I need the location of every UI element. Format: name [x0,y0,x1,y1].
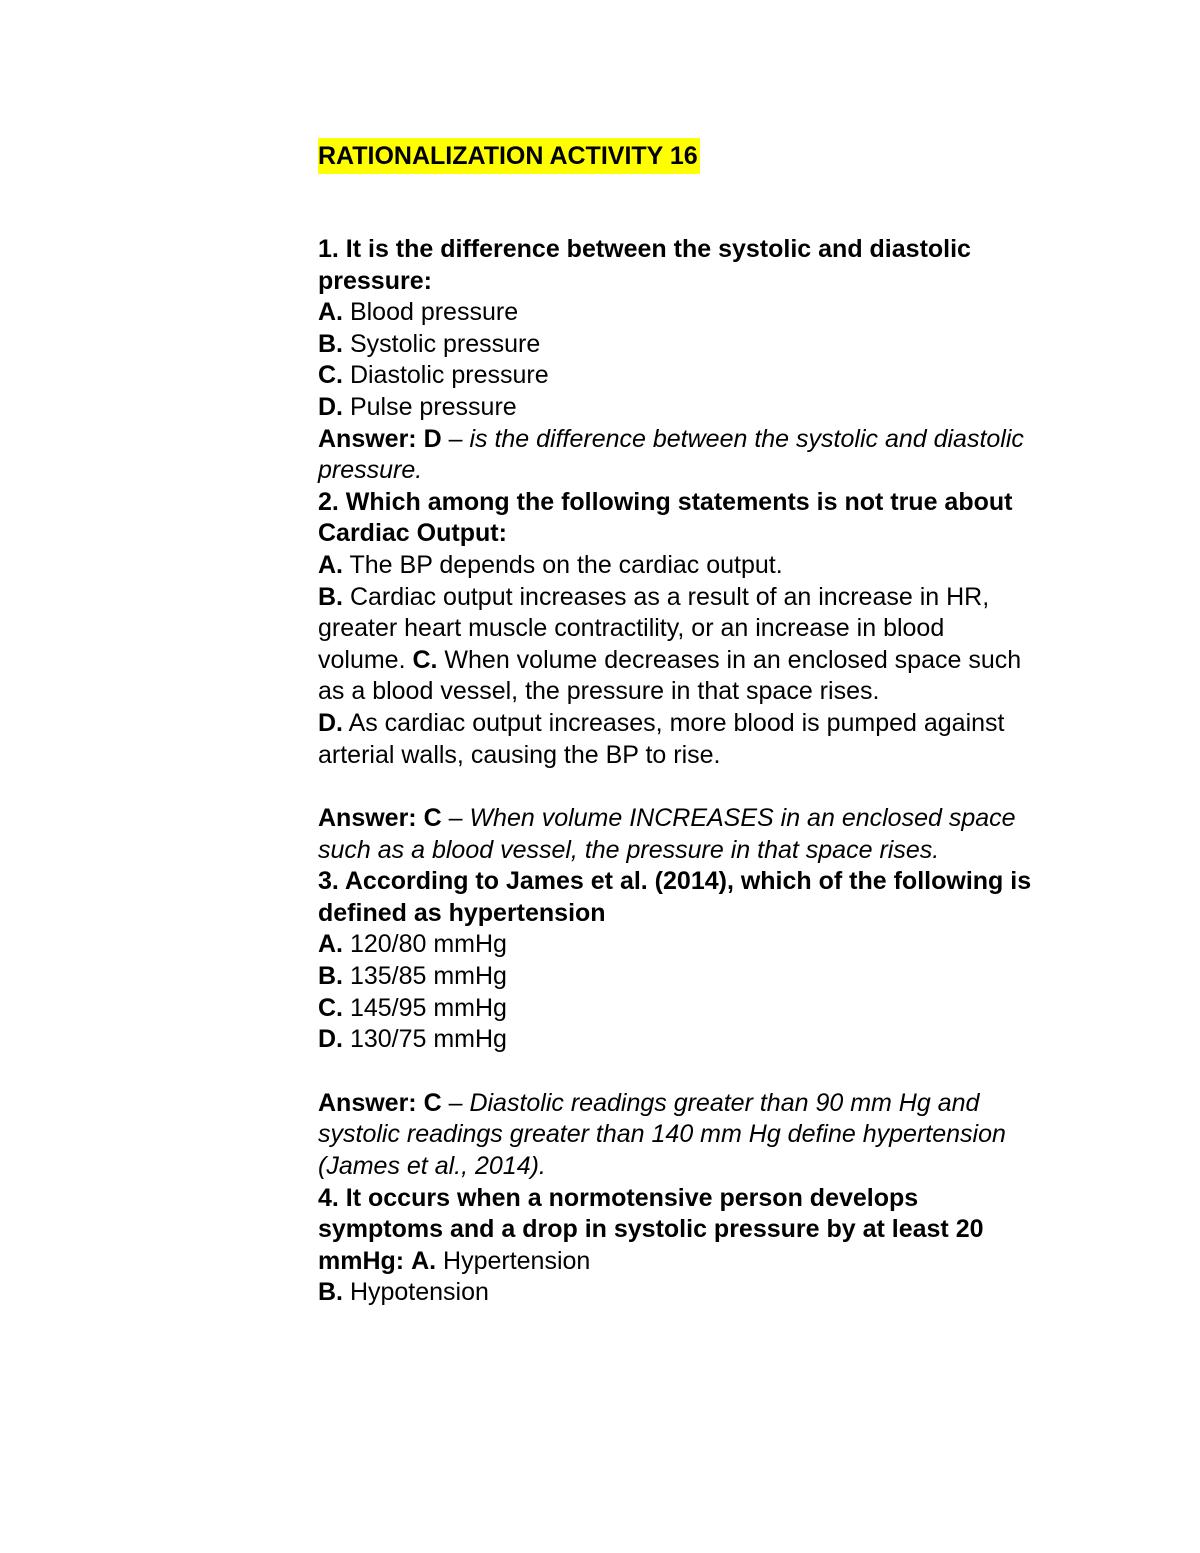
option-text: Diastolic pressure [343,361,549,390]
question-3: 3. According to James et al. (2014), which of the following is defined as hypertension [318,867,1032,927]
answer-label: Answer: C [318,804,442,833]
option-text: As cardiac output increases, more blood is pumped against arterial walls, causing the BP to rise. [318,708,1005,769]
answer-explanation: is the difference between the systolic and diastolic pressure. [318,424,1024,485]
option-letter: B. [318,582,343,611]
answer-dash: – [441,1088,470,1117]
option-letter: A. [318,298,343,327]
page-title: RATIONALIZATION ACTIVITY 16 [318,138,700,174]
q4-option-b [318,1277,1038,1309]
q1-option-b [318,329,1038,361]
option-letter: B. [318,962,343,991]
option-letter: A. [411,1246,437,1275]
option-letter: C. [318,993,343,1022]
answer-explanation: When volume INCREASES in an enclosed space such as a blood vessel, the pressure in that space rises. [318,804,1016,864]
option-text: 130/75 mmHg [343,1025,507,1054]
q1-option-d [318,392,1038,424]
option-text: The BP depends on the cardiac output. [343,550,783,579]
option-text: 120/80 mmHg [343,930,507,959]
option-letter: D. [318,1025,343,1054]
option-text: Hypertension [436,1246,591,1275]
title-spacer [318,174,1038,234]
option-letter: B. [318,1278,343,1307]
document-page [318,138,1038,1309]
option-text: Hypotension [343,1278,489,1307]
option-text: 135/85 mmHg [343,962,507,991]
spacer [318,771,1038,803]
question-2: 2. Which among the following statements is not true about Cardiac Output: [318,487,1013,548]
answer-label: Answer: C [318,1088,442,1117]
option-text: Systolic pressure [343,329,541,358]
q2-option-b-c [318,582,1038,708]
q3-option-d [318,1024,1038,1056]
option-text: When volume decreases in an enclosed space such as a blood vessel, the pressure in that space rises. [318,645,1022,706]
q3-option-a [318,929,1038,961]
spacer [318,1056,1038,1088]
answer-explanation: Diastolic readings greater than 90 mm Hg and systolic readings greater than 140 mm Hg define hypertension (James et al., 2014). [318,1088,1006,1181]
q2-answer [318,803,1038,866]
option-text: 145/95 mmHg [343,993,507,1022]
option-text: Blood pressure [343,298,519,327]
answer-label: Answer: D [318,424,442,453]
q3-option-b [318,961,1038,993]
question-text: 4. It occurs when a normotensive person develops symptoms and a drop in systolic pressure by at least 20 mmHg: [318,1183,984,1275]
q1-option-a [318,297,1038,329]
option-letter: C. [412,645,438,674]
q2-option-a [318,550,1038,582]
option-letter: D. [318,708,343,737]
option-letter: D. [318,392,343,421]
option-letter: B. [318,329,343,358]
option-text: Pulse pressure [343,392,517,421]
option-text: Cardiac output increases as a result of an increase in HR, greater heart muscle contractility, or an increase in blood volume. [318,582,990,674]
q1-option-c [318,360,1038,392]
q2-option-d [318,708,1038,771]
answer-dash: – [441,424,470,453]
question-1: 1. It is the difference between the systolic and diastolic pressure: [318,235,971,295]
question-4 [318,1183,1038,1278]
q1-answer [318,424,1038,487]
q3-option-c [318,993,1038,1025]
answer-dash: – [441,804,470,833]
option-letter: A. [318,930,343,959]
q3-answer [318,1088,1038,1183]
option-letter: C. [318,361,343,390]
option-letter: A. [318,550,343,579]
